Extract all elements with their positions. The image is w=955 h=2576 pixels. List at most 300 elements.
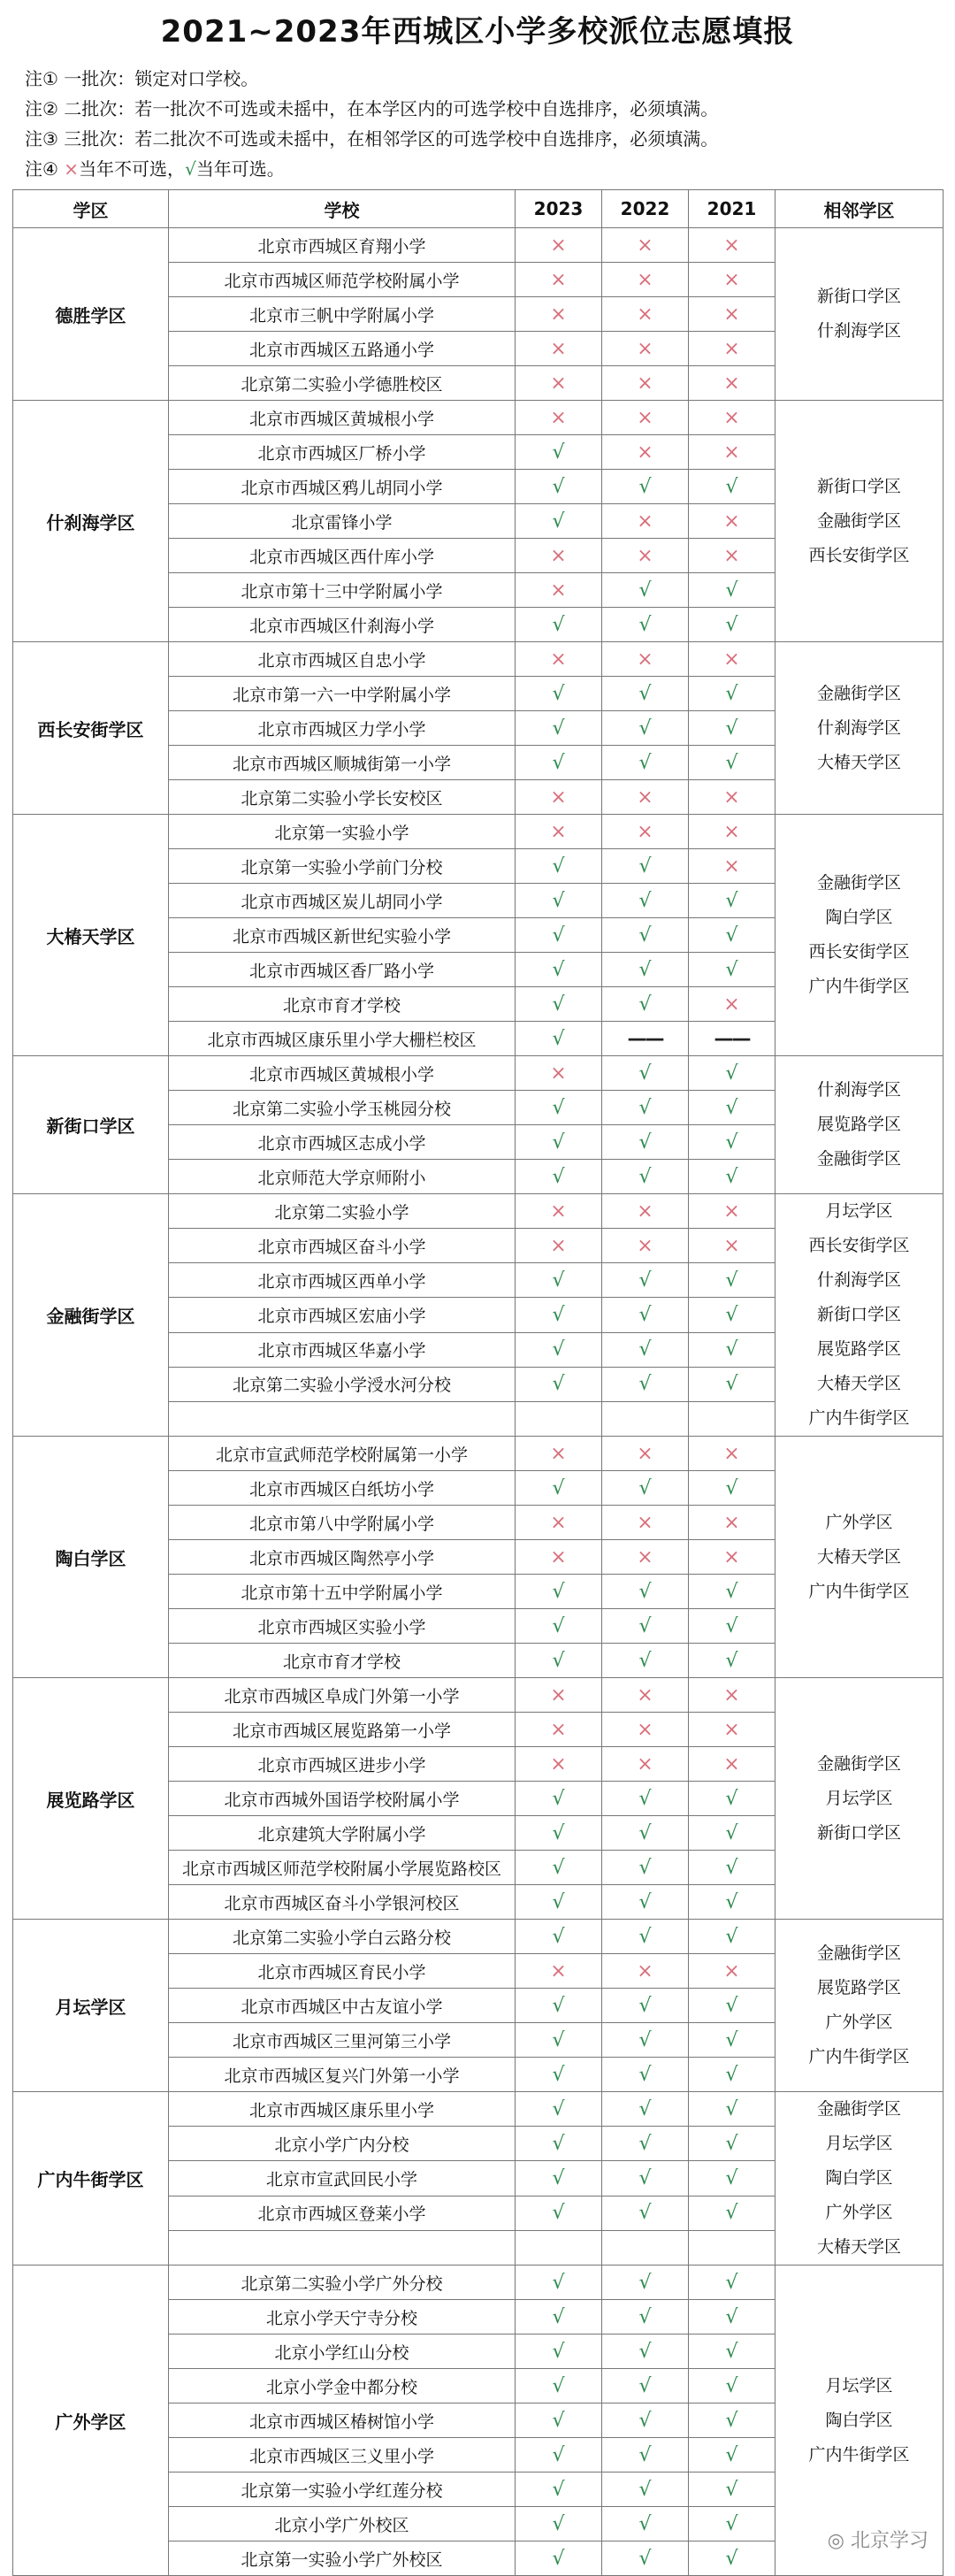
cross-icon: ×	[689, 1229, 775, 1263]
watermark	[828, 2526, 928, 2553]
check-icon: √	[689, 1575, 775, 1609]
school-name: 北京第一实验小学	[169, 815, 516, 849]
check-icon: √	[602, 573, 689, 608]
school-name: 北京市西城区展览路第一小学	[169, 1713, 516, 1747]
check-icon: √	[516, 987, 602, 1022]
check-icon: √	[689, 2334, 775, 2369]
check-icon: √	[602, 2161, 689, 2196]
neighbor-district: 陶白学区	[825, 2410, 893, 2430]
cross-icon: ×	[602, 780, 689, 815]
neighbor-district: 金融街学区	[816, 2099, 901, 2119]
check-icon: √	[689, 1332, 775, 1367]
school-name: 北京市西城区厂桥小学	[169, 435, 516, 470]
check-icon: √	[689, 1263, 775, 1298]
school-name: 北京市第八中学附属小学	[169, 1506, 516, 1540]
cross-icon: ×	[516, 1506, 602, 1540]
check-icon: √	[516, 677, 602, 711]
neighbor-district: 大椿天学区	[816, 2237, 901, 2257]
school-name: 北京小学广内分校	[169, 2127, 516, 2161]
header-district: 学区	[13, 190, 169, 228]
school-name: 北京市西城区力学小学	[169, 711, 516, 746]
neighbor-district: 什刹海学区	[816, 1270, 901, 1290]
check-icon: √	[689, 1298, 775, 1332]
check-icon: √	[516, 1367, 602, 1401]
district-name: 月坛学区	[13, 1920, 169, 2092]
table-row	[13, 228, 944, 263]
note-1: 注① 一批次：锁定对口学校。	[25, 68, 259, 89]
check-icon: √	[602, 2334, 689, 2369]
school-name: 北京第二实验小学玉桃园分校	[169, 1091, 516, 1125]
check-icon: √	[689, 884, 775, 918]
cross-icon: ×	[516, 642, 602, 677]
cross-icon: ×	[689, 332, 775, 366]
neighbor-district: 广内牛街学区	[808, 2047, 910, 2066]
school-name: 北京市西城区白纸坊小学	[169, 1471, 516, 1506]
cross-icon: ×	[689, 366, 775, 401]
school-name: 北京市西城区香厂路小学	[169, 953, 516, 987]
check-icon: √	[602, 1816, 689, 1851]
check-icon: √	[516, 2161, 602, 2196]
cross-icon: ×	[689, 1954, 775, 1989]
table-row	[13, 1920, 944, 1954]
cross-icon: ×	[602, 1194, 689, 1229]
check-icon: √	[516, 2438, 602, 2472]
cross-icon: ×	[689, 263, 775, 297]
cross-icon: ×	[516, 297, 602, 332]
cross-icon: ×	[689, 1713, 775, 1747]
check-icon: √	[689, 918, 775, 953]
check-icon: √	[602, 1367, 689, 1401]
school-name: 北京市西城区进步小学	[169, 1747, 516, 1782]
check-icon: √	[689, 470, 775, 504]
table-body	[13, 228, 944, 2576]
school-name: 北京市西城区中古友谊小学	[169, 1989, 516, 2023]
cross-icon: ×	[602, 1954, 689, 1989]
school-name: 北京市西城区奋斗小学	[169, 1229, 516, 1263]
check-icon: √	[689, 746, 775, 780]
school-name: 北京建筑大学附属小学	[169, 1816, 516, 1851]
cross-icon: ×	[689, 539, 775, 573]
check-icon: √	[602, 987, 689, 1022]
check-icon: √	[602, 1989, 689, 2023]
check-icon: √	[516, 1298, 602, 1332]
school-name: 北京市西城区椿树馆小学	[169, 2404, 516, 2438]
neighbor-districts	[775, 1678, 944, 1920]
cross-icon: ×	[602, 366, 689, 401]
cross-icon: ×	[516, 780, 602, 815]
check-icon: √	[602, 1644, 689, 1678]
neighbor-district: 新街口学区	[816, 287, 901, 306]
cross-icon: ×	[516, 401, 602, 435]
check-icon: √	[689, 2196, 775, 2230]
check-icon: √	[602, 608, 689, 642]
cross-icon: ×	[602, 539, 689, 573]
check-icon: √	[602, 1298, 689, 1332]
school-name: 北京市西城区西什库小学	[169, 539, 516, 573]
school-name: 北京市西城区什刹海小学	[169, 608, 516, 642]
district-name: 金融街学区	[13, 1194, 169, 1437]
school-name: 北京第一实验小学广外校区	[169, 2542, 516, 2576]
cross-icon: ×	[689, 1678, 775, 1713]
neighbor-district: 大椿天学区	[816, 1374, 901, 1393]
neighbor-district: 什刹海学区	[816, 321, 901, 341]
check-icon: √	[516, 1125, 602, 1160]
school-name: 北京市西城区黄城根小学	[169, 401, 516, 435]
check-icon: √	[602, 884, 689, 918]
cross-icon: ×	[689, 1437, 775, 1471]
notes	[25, 64, 718, 184]
header-2021: 2021	[689, 190, 775, 228]
check-icon: √	[602, 2092, 689, 2127]
legend-prefix: 注④	[25, 158, 58, 180]
check-icon: √	[516, 849, 602, 884]
cross-icon: ×	[602, 401, 689, 435]
check-icon: √	[516, 2196, 602, 2230]
check-icon: √	[689, 2300, 775, 2334]
check-icon: √	[602, 2058, 689, 2092]
cross-icon: ×	[689, 780, 775, 815]
school-name: 北京市西城区西单小学	[169, 1263, 516, 1298]
check-icon: √	[516, 2023, 602, 2058]
cross-icon: ×	[516, 1056, 602, 1091]
check-icon: √	[689, 2472, 775, 2507]
check-icon: √	[602, 1920, 689, 1954]
neighbor-district: 陶白学区	[825, 908, 893, 927]
school-name: 北京市西城区志成小学	[169, 1125, 516, 1160]
school-name: 北京小学金中都分校	[169, 2369, 516, 2404]
neighbor-district: 金融街学区	[816, 683, 901, 703]
check-icon: √	[602, 2542, 689, 2576]
neighbor-district: 新街口学区	[816, 1822, 901, 1843]
check-icon: √	[602, 2300, 689, 2334]
cross-icon: ×	[689, 1540, 775, 1575]
cross-icon: ×	[602, 1678, 689, 1713]
legend-ok-text: 当年可选。	[195, 158, 285, 180]
check-icon: √	[602, 1160, 689, 1194]
cross-icon: ×	[602, 1229, 689, 1263]
neighbor-district: 广内牛街学区	[808, 977, 910, 996]
watermark-text: 北京学习	[850, 2530, 928, 2552]
check-icon: √	[689, 608, 775, 642]
check-icon: √	[689, 1125, 775, 1160]
neighbor-district: 西长安街学区	[808, 545, 910, 565]
cross-icon: ×	[602, 1437, 689, 1471]
neighbor-district: 西长安街学区	[808, 942, 910, 962]
header-neighbor: 相邻学区	[775, 190, 944, 228]
school-name	[169, 2230, 516, 2265]
school-name: 北京市西城外国语学校附属小学	[169, 1782, 516, 1816]
check-icon: √	[689, 1989, 775, 2023]
check-icon: √	[516, 435, 602, 470]
cross-icon: ×	[602, 297, 689, 332]
check-icon: √	[689, 1816, 775, 1851]
check-icon: √	[516, 1609, 602, 1644]
check-icon: √	[689, 2092, 775, 2127]
empty-cell	[689, 1401, 775, 1436]
school-name: 北京市西城区实验小学	[169, 1609, 516, 1644]
neighbor-district: 大椿天学区	[816, 1546, 901, 1567]
check-icon: √	[516, 2369, 602, 2404]
cross-icon: ×	[689, 297, 775, 332]
check-icon: √	[602, 2438, 689, 2472]
cross-icon: ×	[602, 504, 689, 539]
check-icon: √	[516, 504, 602, 539]
check-icon: √	[516, 1022, 602, 1056]
school-name: 北京市西城区宏庙小学	[169, 1298, 516, 1332]
check-icon: √	[602, 2023, 689, 2058]
neighbor-district: 什刹海学区	[816, 717, 901, 738]
district-name: 广外学区	[13, 2266, 169, 2576]
check-icon: √	[516, 1091, 602, 1125]
check-icon: √	[516, 2404, 602, 2438]
school-name: 北京市育才学校	[169, 987, 516, 1022]
check-icon: √	[602, 2507, 689, 2542]
school-name: 北京市第一六一中学附属小学	[169, 677, 516, 711]
check-icon: √	[516, 2300, 602, 2334]
district-name: 新街口学区	[13, 1056, 169, 1194]
cross-icon: ×	[516, 1437, 602, 1471]
check-icon: √	[689, 677, 775, 711]
school-name: 北京小学天宁寺分校	[169, 2300, 516, 2334]
neighbor-districts	[775, 2092, 944, 2266]
district-name: 展览路学区	[13, 1678, 169, 1920]
table-row	[13, 2266, 944, 2300]
empty-cell	[602, 2230, 689, 2265]
cross-icon: ×	[602, 228, 689, 263]
cross-icon: ×	[516, 263, 602, 297]
table-row	[13, 1194, 944, 1229]
check-icon: √	[516, 1644, 602, 1678]
table-row	[13, 815, 944, 849]
school-name: 北京市第十五中学附属小学	[169, 1575, 516, 1609]
neighbor-district: 广内牛街学区	[808, 2444, 910, 2465]
check-icon: √	[602, 746, 689, 780]
neighbor-districts	[775, 228, 944, 401]
cross-icon: ×	[64, 158, 80, 180]
neighbor-district: 月坛学区	[825, 1201, 893, 1221]
check-icon: √	[516, 1851, 602, 1885]
cross-icon: ×	[689, 1747, 775, 1782]
header-2023: 2023	[516, 190, 602, 228]
cross-icon: ×	[689, 401, 775, 435]
page-title: 2021~2023年西城区小学多校派位志愿填报	[160, 14, 795, 50]
check-icon: √	[689, 1782, 775, 1816]
check-icon: √	[689, 2023, 775, 2058]
check-icon: √	[602, 1782, 689, 1816]
cross-icon: ×	[689, 504, 775, 539]
cross-icon: ×	[689, 435, 775, 470]
neighbor-district: 新街口学区	[816, 1305, 901, 1324]
check-icon: √	[689, 1644, 775, 1678]
school-name: 北京第二实验小学广外分校	[169, 2266, 516, 2300]
neighbor-district: 大椿天学区	[816, 752, 901, 772]
check-icon: √	[516, 1816, 602, 1851]
neighbor-district: 展览路学区	[816, 1115, 901, 1134]
header-row	[13, 190, 944, 228]
check-icon: √	[689, 2161, 775, 2196]
check-icon: √	[516, 1575, 602, 1609]
cross-icon: ×	[689, 642, 775, 677]
cross-icon: ×	[689, 815, 775, 849]
table-row	[13, 1437, 944, 1471]
check-icon: √	[602, 470, 689, 504]
school-name: 北京市西城区新世纪实验小学	[169, 918, 516, 953]
school-name: 北京市西城区康乐里小学大栅栏校区	[169, 1022, 516, 1056]
check-icon: √	[602, 1091, 689, 1125]
check-icon: √	[516, 2542, 602, 2576]
header-2022: 2022	[602, 190, 689, 228]
neighbor-districts	[775, 1194, 944, 1437]
school-name: 北京市西城区三里河第三小学	[169, 2023, 516, 2058]
check-icon: √	[689, 1851, 775, 1885]
school-name: 北京市西城区五路通小学	[169, 332, 516, 366]
neighbor-district: 广外学区	[825, 2012, 893, 2032]
cross-icon: ×	[516, 1194, 602, 1229]
school-name: 北京市西城区顺城街第一小学	[169, 746, 516, 780]
check-icon: √	[516, 2058, 602, 2092]
neighbor-district: 什刹海学区	[816, 1080, 901, 1100]
neighbor-districts	[775, 815, 944, 1056]
check-icon: √	[689, 711, 775, 746]
school-name: 北京第二实验小学	[169, 1194, 516, 1229]
check-icon: √	[602, 1609, 689, 1644]
school-name: 北京市西城区黄城根小学	[169, 1056, 516, 1091]
school-name: 北京市宣武回民小学	[169, 2161, 516, 2196]
neighbor-districts	[775, 642, 944, 815]
check-icon: √	[602, 918, 689, 953]
table-row	[13, 1678, 944, 1713]
district-name: 陶白学区	[13, 1437, 169, 1678]
check-icon: √	[602, 2266, 689, 2300]
check-icon: √	[516, 1160, 602, 1194]
check-icon: √	[602, 2196, 689, 2230]
note-2: 注② 二批次：若一批次不可选或未摇中，在本学区内的可选学校中自选排序，必须填满。	[25, 98, 719, 119]
check-icon: √	[516, 608, 602, 642]
cross-icon: ×	[516, 1229, 602, 1263]
cross-icon: ×	[689, 1194, 775, 1229]
check-icon: √	[602, 1851, 689, 1885]
check-icon: √	[689, 2404, 775, 2438]
school-name: 北京市西城区师范学校附属小学	[169, 263, 516, 297]
neighbor-district: 月坛学区	[825, 1788, 893, 1808]
check-icon: √	[516, 2507, 602, 2542]
school-name: 北京市西城区自忠小学	[169, 642, 516, 677]
cross-icon: ×	[516, 1678, 602, 1713]
school-name: 北京第二实验小学涭水河分校	[169, 1367, 516, 1401]
neighbor-district: 金融街学区	[816, 510, 901, 531]
header-school: 学校	[169, 190, 516, 228]
table-row	[13, 642, 944, 677]
table-row	[13, 401, 944, 435]
neighbor-district: 广内牛街学区	[808, 1581, 910, 1601]
school-name: 北京市宣武师范学校附属第一小学	[169, 1437, 516, 1471]
check-icon: √	[516, 2127, 602, 2161]
cross-icon: ×	[516, 1747, 602, 1782]
school-name: 北京市三帆中学附属小学	[169, 297, 516, 332]
check-icon: √	[602, 953, 689, 987]
cross-icon: ×	[602, 1506, 689, 1540]
cross-icon: ×	[602, 1713, 689, 1747]
check-icon: √	[516, 953, 602, 987]
school-name: 北京雷锋小学	[169, 504, 516, 539]
school-name: 北京市西城区三义里小学	[169, 2438, 516, 2472]
check-icon: √	[516, 1920, 602, 1954]
check-icon: √	[516, 746, 602, 780]
school-name: 北京市西城区康乐里小学	[169, 2092, 516, 2127]
table-row	[13, 2092, 944, 2127]
check-icon: √	[689, 1160, 775, 1194]
check-icon: √	[602, 1263, 689, 1298]
cross-icon: ×	[516, 815, 602, 849]
check-icon: √	[689, 2266, 775, 2300]
check-icon: √	[516, 711, 602, 746]
check-icon: √	[689, 2507, 775, 2542]
empty-cell	[516, 2230, 602, 2265]
neighbor-district: 广外学区	[825, 1512, 893, 1532]
check-icon: √	[602, 1471, 689, 1506]
neighbor-district: 西长安街学区	[808, 1236, 910, 1255]
school-name: 北京市西城区炭儿胡同小学	[169, 884, 516, 918]
check-icon: √	[602, 1332, 689, 1367]
check-icon: √	[602, 1575, 689, 1609]
cross-icon: ×	[516, 1713, 602, 1747]
cross-icon: ×	[602, 263, 689, 297]
district-name: 大椿天学区	[13, 815, 169, 1056]
school-name: 北京市西城区师范学校附属小学展览路校区	[169, 1851, 516, 1885]
school-name	[169, 1401, 516, 1436]
school-name: 北京小学红山分校	[169, 2334, 516, 2369]
table-row	[13, 1056, 944, 1091]
neighbor-district: 月坛学区	[825, 2375, 893, 2396]
district-name: 西长安街学区	[13, 642, 169, 815]
check-icon: √	[516, 1332, 602, 1367]
check-icon: √	[516, 1471, 602, 1506]
schools-table	[12, 189, 944, 2576]
check-icon: √	[185, 158, 196, 180]
check-icon: √	[602, 2472, 689, 2507]
dash-icon: ——	[602, 1022, 689, 1056]
school-name: 北京第二实验小学长安校区	[169, 780, 516, 815]
note-3: 注③ 三批次：若二批次不可选或未摇中，在相邻学区的可选学校中自选排序，必须填满。	[25, 128, 719, 150]
school-name: 北京市西城区登莱小学	[169, 2196, 516, 2230]
check-icon: √	[689, 1056, 775, 1091]
cross-icon: ×	[602, 435, 689, 470]
empty-cell	[689, 2230, 775, 2265]
school-name: 北京小学广外校区	[169, 2507, 516, 2542]
cross-icon: ×	[516, 539, 602, 573]
neighbor-district: 金融街学区	[816, 873, 901, 893]
neighbor-districts	[775, 1056, 944, 1194]
empty-cell	[516, 1401, 602, 1436]
school-name: 北京市西城区育翔小学	[169, 228, 516, 263]
check-icon: √	[602, 1885, 689, 1920]
neighbor-district: 金融街学区	[816, 1753, 901, 1774]
check-icon: √	[516, 1263, 602, 1298]
cross-icon: ×	[602, 332, 689, 366]
school-name: 北京市西城区华嘉小学	[169, 1332, 516, 1367]
cross-icon: ×	[516, 332, 602, 366]
dash-icon: ——	[689, 1022, 775, 1056]
check-icon: √	[516, 1885, 602, 1920]
cross-icon: ×	[689, 1506, 775, 1540]
check-icon: √	[602, 677, 689, 711]
empty-cell	[602, 1401, 689, 1436]
neighbor-districts	[775, 1920, 944, 2092]
neighbor-district: 展览路学区	[816, 1339, 901, 1359]
check-icon: √	[602, 2127, 689, 2161]
check-icon: √	[516, 2092, 602, 2127]
check-icon: √	[516, 2266, 602, 2300]
